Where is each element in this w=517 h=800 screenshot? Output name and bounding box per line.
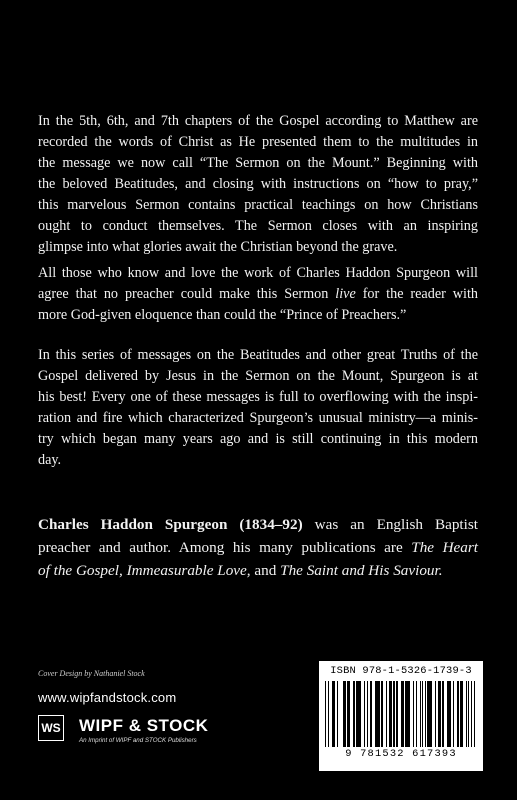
barcode-bar	[474, 681, 475, 747]
barcode-bar	[328, 681, 329, 747]
barcode-bar	[408, 681, 409, 747]
text-line: his best! Every one of these messages is full to overflowing with the inspi-	[38, 389, 478, 405]
barcode-bar	[471, 681, 472, 747]
text-line: agree that no preacher could make this Sermon live for the reader with	[38, 286, 478, 302]
publisher-logo-icon: WS	[38, 715, 64, 741]
barcode-bar	[381, 681, 382, 747]
publisher-name: WIPF & STOCK	[79, 716, 209, 735]
text-line: Gospel delivered by Jesus in the Sermon on the Mount, Spurgeon is at	[38, 368, 478, 384]
book-title: The Saint and His Saviour.	[280, 562, 443, 579]
barcode-bar	[367, 681, 368, 747]
barcode-bar	[402, 681, 403, 747]
barcode-bar	[353, 681, 354, 747]
text-line: more God-given eloquence than could the “Prince of Preachers.”	[38, 307, 407, 323]
barcode-bar	[442, 681, 443, 747]
barcode-bar	[334, 681, 335, 747]
barcode-bar	[337, 681, 338, 747]
barcode-bar	[430, 681, 431, 747]
barcode-bar	[378, 681, 379, 747]
text-line: recorded the words of Christ as He presented them to the multitudes in	[38, 134, 478, 150]
barcode-bar	[468, 681, 469, 747]
barcode-bars	[325, 681, 477, 747]
blurb-paragraph-3	[38, 345, 478, 471]
text-line: preacher and author. Among his many publications are The Heart	[38, 539, 479, 556]
author-bio	[38, 513, 478, 582]
barcode-bar	[462, 681, 463, 747]
isbn-text: ISBN 978-1-5326-1739-3	[330, 665, 472, 677]
barcode-bar	[416, 681, 417, 747]
book-title: The Heart	[411, 539, 479, 556]
text-line: Charles Haddon Spurgeon (1834–92) was an English Baptist	[38, 516, 478, 533]
text-line: glimpse into what glories await the Christian beyond the grave.	[38, 239, 398, 255]
text-line: the beloved Beatitudes, and closing with instructions on “how to pray,”	[38, 176, 478, 192]
barcode-bar	[344, 681, 345, 747]
barcode-bar	[396, 681, 397, 747]
text-line: ration and fire which characterized Spurgeon’s unusual ministry—a minis-	[38, 410, 478, 426]
book-title: of the Gospel, Immeasurable Love,	[38, 562, 251, 579]
author-name: Charles Haddon Spurgeon (1834–92)	[38, 516, 303, 533]
barcode-digits: 9 781532 617393	[345, 748, 457, 760]
barcode-bar	[390, 681, 391, 747]
barcode-bar	[457, 681, 458, 747]
text-line: day.	[38, 452, 62, 468]
barcode-bar	[371, 681, 372, 747]
text-line: All those who know and love the work of Charles Haddon Spurgeon will	[38, 265, 478, 281]
text-line: this marvelous Sermon contains practical teachings on how Christians	[38, 197, 478, 213]
barcode-bar	[364, 681, 365, 747]
text-line: In the 5th, 6th, and 7th chapters of the Gospel according to Matthew are	[38, 113, 478, 129]
barcode-bar	[450, 681, 451, 747]
text-line: In this series of messages on the Beatitudes and other great Truths of the	[38, 347, 478, 363]
barcode-bar	[386, 681, 387, 747]
publisher-url[interactable]: www.wipfandstock.com	[38, 690, 177, 705]
text-line: ought to conduct themselves. The Sermon closes with an inspiring	[38, 218, 478, 234]
barcode-bar	[439, 681, 440, 747]
barcode-bar	[349, 681, 350, 747]
barcode-bar	[422, 681, 423, 747]
blurb-paragraph-1	[38, 111, 478, 258]
text-line: try which began many years ago and is still continuing in this modern	[38, 431, 478, 447]
barcode-bar	[425, 681, 426, 747]
barcode-bar	[453, 681, 454, 747]
blurb-paragraph-2	[38, 263, 478, 326]
barcode-bar	[359, 681, 360, 747]
barcode-bar	[435, 681, 436, 747]
isbn-barcode	[319, 661, 483, 771]
text-line: the message we now call “The Sermon on the Mount.” Beginning with	[38, 155, 478, 171]
emphasis-live: live	[335, 286, 356, 302]
barcode-bar	[413, 681, 414, 747]
text-line: of the Gospel, Immeasurable Love, and The Saint and His Saviour.	[38, 562, 443, 579]
cover-design-credit: Cover Design by Nathaniel Stock	[38, 669, 145, 678]
publisher-imprint: An Imprint of WIPF and STOCK Publishers	[79, 737, 197, 744]
barcode-bar	[393, 681, 394, 747]
barcode-bar	[325, 681, 326, 747]
